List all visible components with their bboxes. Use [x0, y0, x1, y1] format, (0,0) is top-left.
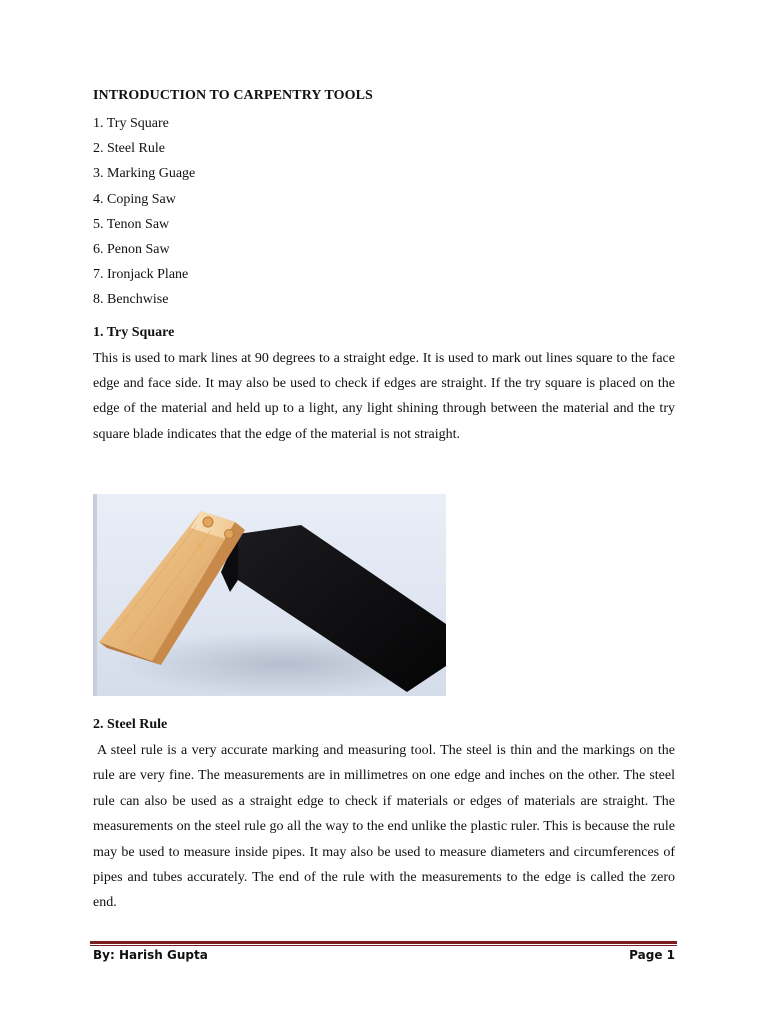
tool-list-item: 2. Steel Rule: [93, 141, 165, 157]
tool-list-item: 3. Marking Guage: [93, 166, 196, 182]
section-body-steel-rule: [93, 738, 675, 916]
tool-list-item: 6. Penon Saw: [93, 241, 170, 257]
footer-author: By: Harish Gupta: [93, 948, 208, 962]
tool-list-item: 1. Try Square: [93, 116, 169, 131]
section-body-try-square: This is used to mark lines at 90 degrees to a straight edge. It is used to mark out lines square to the face edge and face side. It may also be used to check if edges are straight. If the try square is placed on the edge of the material and held up to a light, any light shining through between the material and the try square blade indicates that the edge of the material is not straight.: [93, 350, 675, 442]
footer-page-number: Page 1: [629, 948, 675, 962]
try-square-illustration: [93, 494, 446, 696]
section-steel-rule: [93, 715, 675, 916]
tool-list: [93, 111, 675, 313]
section-heading-try-square: 1. Try Square: [93, 324, 175, 340]
tool-list-item: 8. Benchwise: [93, 292, 169, 308]
document-title: INTRODUCTION TO CARPENTRY TOOLS: [93, 88, 373, 103]
section-heading-steel-rule: 2. Steel Rule: [93, 717, 168, 732]
tool-list-item: 5. Tenon Saw: [93, 216, 170, 232]
document-page: [93, 86, 675, 911]
footer-divider-thick: [90, 941, 677, 944]
tool-list-item: 4. Coping Saw: [93, 191, 176, 207]
page-footer: [93, 948, 677, 968]
try-square-photo: [93, 494, 446, 696]
section-body-steel-rule-text: A steel rule is a very accurate marking and measuring tool. The steel is thin and the markings on the rule are very fine. The measurements are in millimetres on one edge and inches on the other. The steel rule can also be used as a straight edge to check if materials or edges of materials are straight. The measurements on the steel rule go all the way to the end unlike the plastic ruler. This is because the rule may be used to measure inside pipes. It may also be used to measure diameters and circumferences of pipes and tubes accurately. The end of the rule with the measurements to the edge is called the zero end.: [93, 743, 675, 911]
footer-divider-thin: [90, 945, 677, 946]
tool-list-item: 7. Ironjack Plane: [93, 267, 189, 283]
